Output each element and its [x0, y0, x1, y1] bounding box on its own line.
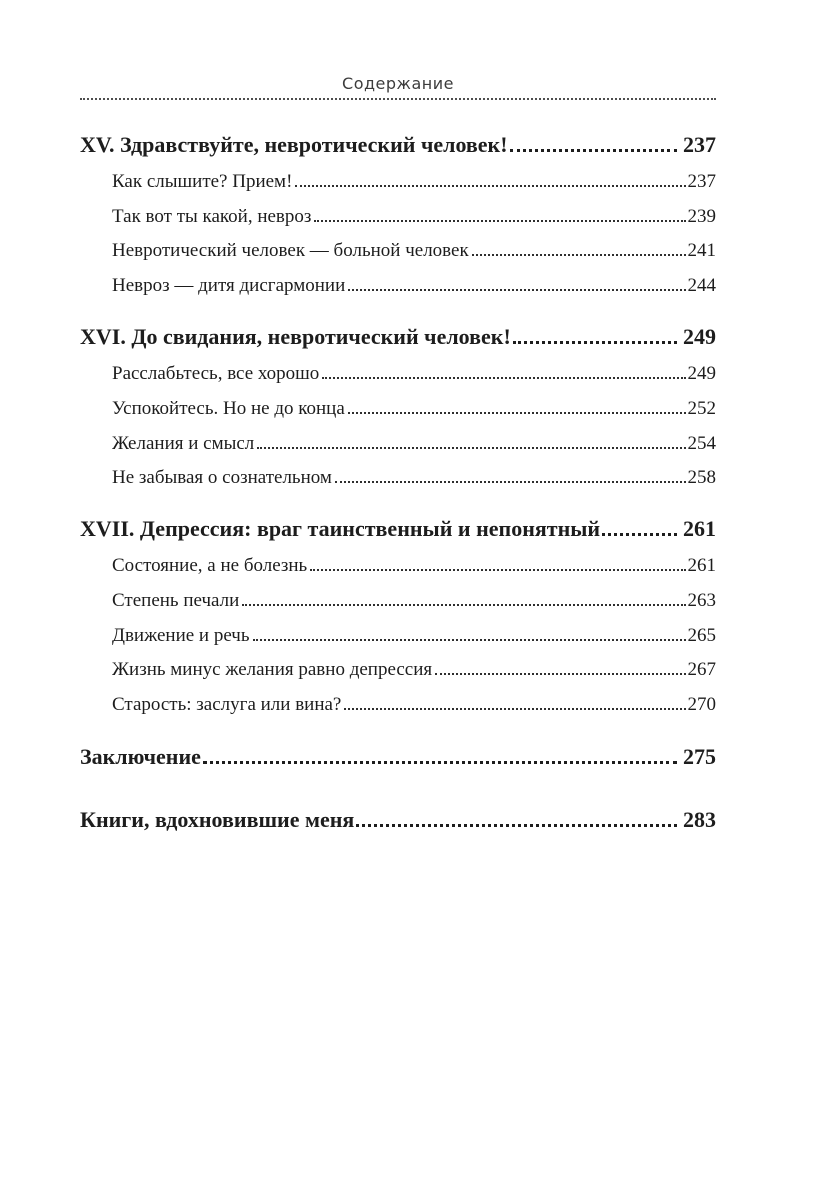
dot-leader	[602, 533, 677, 536]
toc-page-number: 261	[683, 516, 716, 542]
toc-chapter-title: Книги, вдохновившие меня	[80, 806, 355, 832]
page-header	[80, 74, 716, 100]
toc-chapter-row	[80, 515, 716, 543]
toc-entry-row	[80, 274, 716, 297]
dot-leader	[513, 341, 677, 344]
toc-entry-title: Степень печали	[112, 590, 240, 612]
dot-leader	[348, 289, 685, 291]
toc-entry-title: Невротический человек — больной человек	[112, 240, 469, 262]
header-dotted-rule	[80, 98, 716, 100]
toc-entry-row	[80, 624, 716, 647]
toc-chapter-title: XVII. Депрессия: враг таинственный и непонятный	[80, 516, 601, 542]
toc-page-number: 263	[687, 590, 716, 612]
toc-chapter-row	[80, 743, 716, 771]
dot-leader	[510, 149, 677, 152]
dot-leader	[253, 639, 686, 641]
dot-leader	[257, 447, 685, 449]
dot-leader	[344, 708, 685, 710]
toc-page-number: 249	[687, 363, 716, 385]
toc-chapter-title: Заключение	[80, 744, 201, 770]
toc-chapter-title: XV. Здравствуйте, невротический человек!	[80, 132, 508, 157]
toc-entry-title: Расслабьтесь, все хорошо	[112, 363, 320, 385]
dot-leader	[335, 481, 686, 483]
toc-entry-title: Желания и смысл	[112, 432, 255, 454]
toc-entry-title: Так вот ты какой, невроз	[112, 205, 312, 227]
dot-leader	[356, 824, 677, 827]
dot-leader	[322, 377, 685, 379]
toc-page-number: 254	[687, 432, 716, 454]
toc-entry-row	[80, 170, 716, 193]
toc-entry-title: Старость: заслуга или вина?	[112, 694, 342, 716]
toc-list	[80, 131, 716, 833]
toc-entry-row	[80, 554, 716, 577]
toc-page-number: 237	[687, 171, 716, 192]
toc-page-number: 270	[687, 694, 716, 716]
toc-chapter-title: XVI. До свидания, невротический человек!	[80, 324, 511, 350]
toc-entry-title: Невроз — дитя дисгармонии	[112, 275, 346, 297]
toc-chapter-row	[80, 323, 716, 351]
toc-entry-row	[80, 239, 716, 262]
toc-entry-title: Состояние, а не болезнь	[112, 555, 308, 577]
dot-leader	[310, 569, 685, 571]
toc-page-number: 241	[687, 240, 716, 262]
dot-leader	[472, 254, 686, 256]
dot-leader	[203, 761, 677, 764]
toc-chapter-row	[80, 131, 716, 159]
toc-page-number: 283	[683, 806, 716, 832]
toc-entry-row	[80, 205, 716, 228]
toc-page-number: 252	[687, 397, 716, 419]
toc-entry-row	[80, 466, 716, 489]
toc-page-number: 275	[683, 744, 716, 770]
toc-page-number: 237	[683, 132, 716, 157]
toc-page-number: 258	[687, 467, 716, 489]
running-head-title: Содержание	[342, 74, 454, 93]
toc-entry-title: Движение и речь	[112, 624, 250, 646]
toc-chapter-row	[80, 806, 716, 834]
toc-entry-row	[80, 658, 716, 681]
toc-entry-row	[80, 693, 716, 716]
dot-leader	[348, 412, 686, 414]
toc-page-number: 261	[687, 555, 716, 577]
toc-entry-title: Жизнь минус желания равно депрессия	[112, 659, 433, 681]
toc-page-number: 265	[687, 624, 716, 646]
dot-leader	[295, 185, 685, 187]
dot-leader	[435, 673, 685, 675]
toc-page-number: 249	[683, 324, 716, 350]
dot-leader	[242, 604, 685, 606]
toc-entry-title: Успокойтесь. Но не до конца	[112, 397, 345, 419]
toc-entry-row	[80, 362, 716, 385]
toc-page-number: 244	[687, 275, 716, 297]
toc-entry-row	[80, 432, 716, 455]
toc-entry-title: Не забывая о сознательном	[112, 467, 332, 489]
toc-entry-row	[80, 397, 716, 420]
dot-leader	[314, 220, 685, 222]
toc-page-number: 267	[687, 659, 716, 681]
toc-page-number: 239	[687, 205, 716, 227]
toc-entry-row	[80, 589, 716, 612]
toc-entry-title: Как слышите? Прием!	[112, 171, 293, 192]
